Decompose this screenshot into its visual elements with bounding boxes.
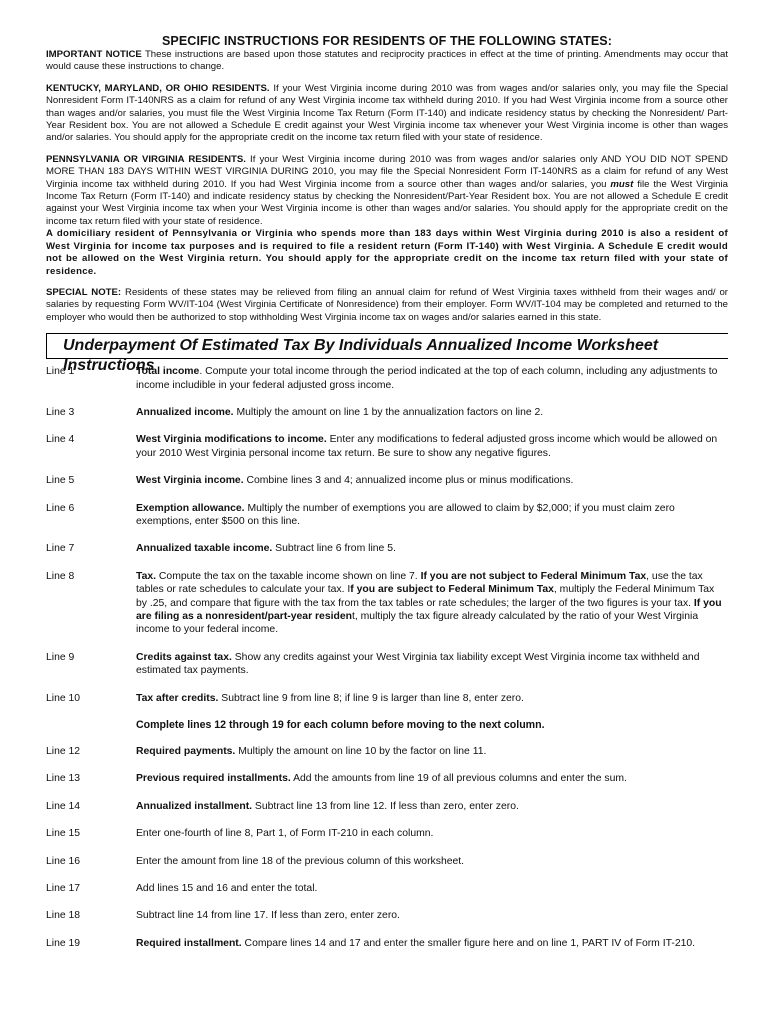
line-title: Tax after credits. [136, 692, 219, 704]
line-label: Line 15 [46, 828, 81, 840]
line-title: Annualized taxable income. [136, 543, 273, 555]
line-text [136, 542, 728, 555]
instructions-page [46, 34, 728, 950]
line-desc: , multiply the Federal Minimum Tax by .25, and compare that figure with the tax from the tax tables or rate schedules; the larger of the two figures is your tax. [136, 584, 715, 609]
line-title: Total income [136, 366, 200, 378]
line-label: Line 8 [46, 570, 75, 582]
line-text [136, 855, 728, 868]
line-text [136, 827, 728, 840]
line-text [136, 570, 728, 637]
line-desc: Enter any modifications to federal adjusted gross income which would be allowed on your 2010 West Virginia personal income tax return. Be sure to show any negative figures. [136, 434, 718, 459]
line-desc: t, multiply the tax figure already calculated by the ratio of your West Virginia income to your federal income. [136, 611, 699, 636]
line-desc: Multiply the amount on line 1 by the annualization factors on line 2. [233, 406, 544, 418]
line-text [136, 651, 728, 678]
line-desc: Subtract line 6 from line 5. [272, 543, 396, 555]
line-4-row [46, 433, 728, 460]
line-bold-part: f you are subject to Federal Minimum Tax [350, 584, 554, 596]
line-label: Line 13 [46, 773, 81, 785]
line-desc: Compute the tax on the taxable income shown on line 7. [156, 570, 421, 582]
worksheet-heading: Underpayment Of Estimated Tax By Individuals Annualized Income Worksheet Instructions [46, 333, 728, 359]
line-3-row [46, 406, 728, 419]
line-text [136, 365, 728, 392]
kentucky-label: KENTUCKY, MARYLAND, OR OHIO RESIDENTS. [46, 82, 270, 94]
line-desc: Add the amounts from line 19 of all previous columns and enter the sum. [290, 773, 627, 785]
line-label: Line 17 [46, 883, 81, 895]
line-label: Line 14 [46, 800, 81, 812]
line-19-row [46, 937, 728, 950]
line-desc: Subtract line 13 from line 12. If less than zero, enter zero. [252, 800, 519, 812]
line-10-row [46, 692, 728, 705]
line-label: Line 4 [46, 434, 75, 446]
line-text [136, 406, 728, 419]
line-text [136, 800, 728, 813]
line-bold-part: If you are not subject to Federal Minimum Tax [420, 570, 647, 582]
important-notice [46, 49, 728, 74]
pennsylvania-text-a: If your West Virginia income during 2010 was from wages and/or salaries only AND YOU DID NOT SPEND MORE THAN 183 DAYS WITHIN WEST VIRGINIA DURING 2010, you may file the Special Nonresident Form IT-140NRS as a claim for refund of any West Virginia income tax withheld during 2010. If you had West Virginia income from a source other than wages and/or salaries, you [46, 153, 728, 190]
line-desc: Multiply the amount on line 10 by the factor on line 11. [235, 746, 487, 758]
line-label: Line 12 [46, 746, 81, 758]
line-desc: , use the tax tables or rate schedules to calculate your tax. I [136, 570, 703, 596]
line-desc: Subtract line 9 from line 8; if line 9 is larger than line 8, enter zero. [218, 692, 524, 704]
important-notice-label: IMPORTANT NOTICE [46, 49, 142, 60]
line-6-row [46, 502, 728, 529]
line-label: Line 1 [46, 366, 75, 378]
line-14-row [46, 800, 728, 813]
line-15-row [46, 827, 728, 840]
pennsylvania-label: PENNSYLVANIA OR VIRGINIA RESIDENTS. [46, 153, 246, 165]
line-bold-part: If you are filing as a nonresident/part-year residen [136, 597, 722, 622]
line-label: Line 16 [46, 855, 81, 867]
line-label: Line 3 [46, 406, 75, 418]
important-notice-text: These instructions are based upon those statutes and reciprocity practices in effect at the time of printing. Amendments may occur that would cause these instructions to change. [46, 49, 728, 73]
line-13-row [46, 772, 728, 785]
line-desc: Enter one-fourth of line 8, Part 1, of Form IT-210 in each column. [136, 828, 434, 840]
domiciliary-note: A domiciliary resident of Pennsylvania or Virginia who spends more than 183 days within West Virginia during 2010 is also a resident of West Virginia for income tax purposes and is required to file a resident return (Form IT-140) with West Virginia. A Schedule E credit would not be allowed on the West Virginia return. You should apply for the appropriate credit on the income tax return filed with your state of residence. [46, 228, 728, 277]
line-title: West Virginia income. [136, 475, 244, 487]
page-title: SPECIFIC INSTRUCTIONS FOR RESIDENTS OF THE FOLLOWING STATES: [162, 34, 612, 48]
line-9-row [46, 651, 728, 678]
line-text [136, 433, 728, 460]
kentucky-text: If your West Virginia income during 2010 was from wages and/or salaries only, you may file the Special Nonresident Form IT-140NRS as a claim for refund of any West Virginia income tax withheld during 2010. If you had West Virginia income from a source other than wages and/or salaries, you must file the West Virginia Income Tax Return (Form IT-140) and indicate residency status by checking the Nonresident/ Part-Year Resident box. You are not allowed a Schedule E credit against your West Virginia income tax whenever your West Virginia income is other than wages and/or salaries. You should apply for the appropriate credit on the income tax return filed with your state of residence. [46, 82, 729, 144]
line-text [136, 937, 728, 950]
pennsylvania-must: must [610, 178, 634, 190]
line-label: Line 5 [46, 475, 75, 487]
pennsylvania-text-b: file the West Virginia Income Tax Return (Form IT-140) and indicate residency status by checking the Nonresident/Part-Year Resident box. You are not allowed a Schedule E credit against your West Virginia income tax when your West Virginia income is other than wages and/or salaries. You should apply for the appropriate credit on the income tax return filed with your state of residence. [46, 178, 728, 227]
line-title: Required payments. [136, 746, 236, 758]
line-18-row [46, 909, 728, 922]
line-desc: Show any credits against your West Virginia tax liability except West Virginia income tax withheld and estimated tax payments. [136, 651, 700, 677]
line-desc: Enter the amount from line 18 of the previous column of this worksheet. [136, 855, 465, 867]
line-label: Line 19 [46, 937, 81, 949]
line-8-row [46, 570, 728, 637]
special-note-label: SPECIAL NOTE: [46, 286, 122, 298]
column-order-note: Complete lines 12 through 19 for each column before moving to the next column. [136, 719, 545, 732]
line-title: Required installment. [136, 937, 242, 949]
line-text [136, 909, 728, 922]
line-desc: Combine lines 3 and 4; annualized income plus or minus modifications. [243, 475, 574, 487]
line-text [136, 474, 728, 487]
line-title: Tax. [136, 570, 157, 582]
line-7-row [46, 542, 728, 555]
line-label: Line 10 [46, 692, 81, 704]
line-text [136, 882, 728, 895]
line-title: West Virginia modifications to income. [136, 434, 327, 446]
line-title: Annualized installment. [136, 800, 253, 812]
line-desc: Compare lines 14 and 17 and enter the smaller figure here and on line 1, PART IV of Form IT-210. [241, 937, 696, 949]
worksheet-lines [46, 365, 728, 950]
kentucky-section [46, 83, 728, 145]
line-5-row [46, 474, 728, 487]
line-title: Exemption allowance. [136, 502, 245, 514]
line-12-row [46, 745, 728, 758]
pennsylvania-section [46, 154, 728, 228]
line-desc: . Compute your total income through the period indicated at the top of each column, including any adjustments to income includible in your federal adjusted gross income. [136, 366, 718, 391]
special-note [46, 287, 728, 324]
line-desc: Subtract line 14 from line 17. If less than zero, enter zero. [136, 910, 400, 922]
special-note-text: Residents of these states may be relieved from filing an annual claim for refund of West Virginia taxes withheld from their wages and/ or salaries by requesting Form WV/IT-104 (West Virginia Certificate of Nonresidence) from their employer. Form WV/IT-104 may be completed and returned to the employer who would then be authorized to stop withholding West Virginia income tax on wages and/or salaries earned in this state. [46, 286, 729, 323]
line-desc: Multiply the number of exemptions you are allowed to claim by $2,000; if you must claim zero exemptions, enter $500 on this line. [136, 502, 675, 527]
line-16-row [46, 855, 728, 868]
line-desc: Add lines 15 and 16 and enter the total. [136, 883, 318, 895]
line-text [136, 502, 728, 529]
line-17-row [46, 882, 728, 895]
line-title: Annualized income. [136, 406, 234, 418]
line-text [136, 692, 728, 705]
line-title: Previous required installments. [136, 773, 291, 785]
line-title: Credits against tax. [136, 651, 232, 663]
line-label: Line 9 [46, 651, 75, 663]
line-text [136, 745, 728, 758]
line-text [136, 772, 728, 785]
line-label: Line 7 [46, 543, 75, 555]
line-label: Line 18 [46, 910, 81, 922]
line-label: Line 6 [46, 502, 75, 514]
